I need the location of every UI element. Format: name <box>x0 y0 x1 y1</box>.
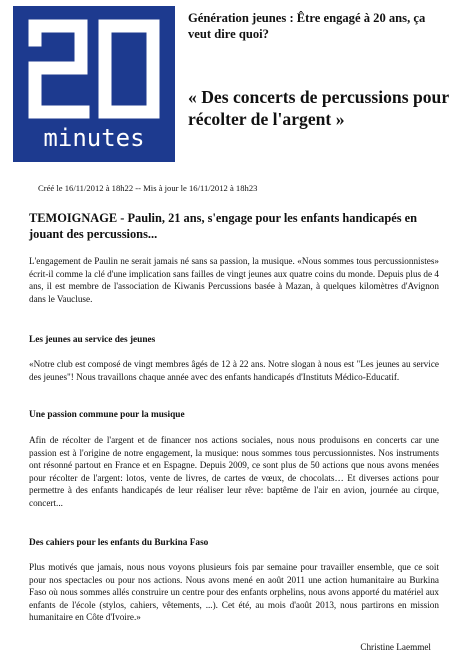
section-heading-1: Les jeunes au service des jeunes <box>29 335 156 345</box>
paragraph-intro: L'engagement de Paulin ne serait jamais né sans sa passion, la musique. «Nous sommes tous percussionnistes» écrit-il comme la clé d'une implication sans failles de vingt jeunes aux quatre coins du monde. Depuis plus de 4 ans, il est membre de l'association de Kiwanis Percussions basée à Mazan, à quelques kilomètres d'Avignon dans le Vaucluse. <box>29 256 439 304</box>
logo-word: minutes <box>43 124 145 152</box>
section-heading-3: Des cahiers pour les enfants du Burkina Faso <box>29 538 209 548</box>
article-headline: « Des concerts de percussions pour récolter de l'argent » <box>188 87 449 129</box>
logo-20-minutes <box>13 6 175 162</box>
article-lead: TEMOIGNAGE - Paulin, 21 ans, s'engage pour les enfants handicapés en jouant des percussions... <box>29 211 418 241</box>
article-author: Christine Laemmel <box>360 642 431 652</box>
logo-graphic <box>13 6 175 162</box>
paragraph-section-1: «Notre club est composé de vingt membres âgés de 12 à 22 ans. Notre slogan à nous est "Les jeunes au service des jeunes"! Nous travaillons chaque année avec des enfants handicapés d'Instituts Médico-Educatif. <box>29 359 439 382</box>
paragraph-section-2: Afin de récolter de l'argent et de financer nos actions sociales, nous nous produisons en concerts car une passion est à l'origine de notre engagement, la musique: nous sommes tous percussionnistes. Nos instruments ont résonné partout en France et en Espagne. Depuis 2009, ce sont plus de 50 actions que nous avons menées pour récolter de l'argent: lotos, vente de livres, de cartes de vœux, de chocolats… Et diverses actions pour permettre à des enfants handicapés de leur réaliser leur rêve: baptême de l'air en avion, journée au cirque, concert... <box>29 435 439 508</box>
article-kicker: Génération jeunes : Être engagé à 20 ans, ça veut dire quoi? <box>188 11 426 41</box>
paragraph-section-3: Plus motivés que jamais, nous nous voyons plusieurs fois par semaine pour travailler ensemble, que ce soit pour nos spectacles ou pour nos actions. Nous avons mené en août 2011 une action humanitaire au Burkina Faso où nous sommes allés construire un centre pour des enfants orphelins, nous avons apporté du matériel aux enfants de l'école (stylos, cahiers, vêtements, ...). Cet été, au mois d'août 2013, nous partirons en mission humanitaire en Côte d'Ivoire.» <box>29 562 439 623</box>
article-dates: Créé le 16/11/2012 à 18h22 -- Mis à jour le 16/11/2012 à 18h23 <box>38 183 258 193</box>
section-heading-2: Une passion commune pour la musique <box>29 410 185 420</box>
